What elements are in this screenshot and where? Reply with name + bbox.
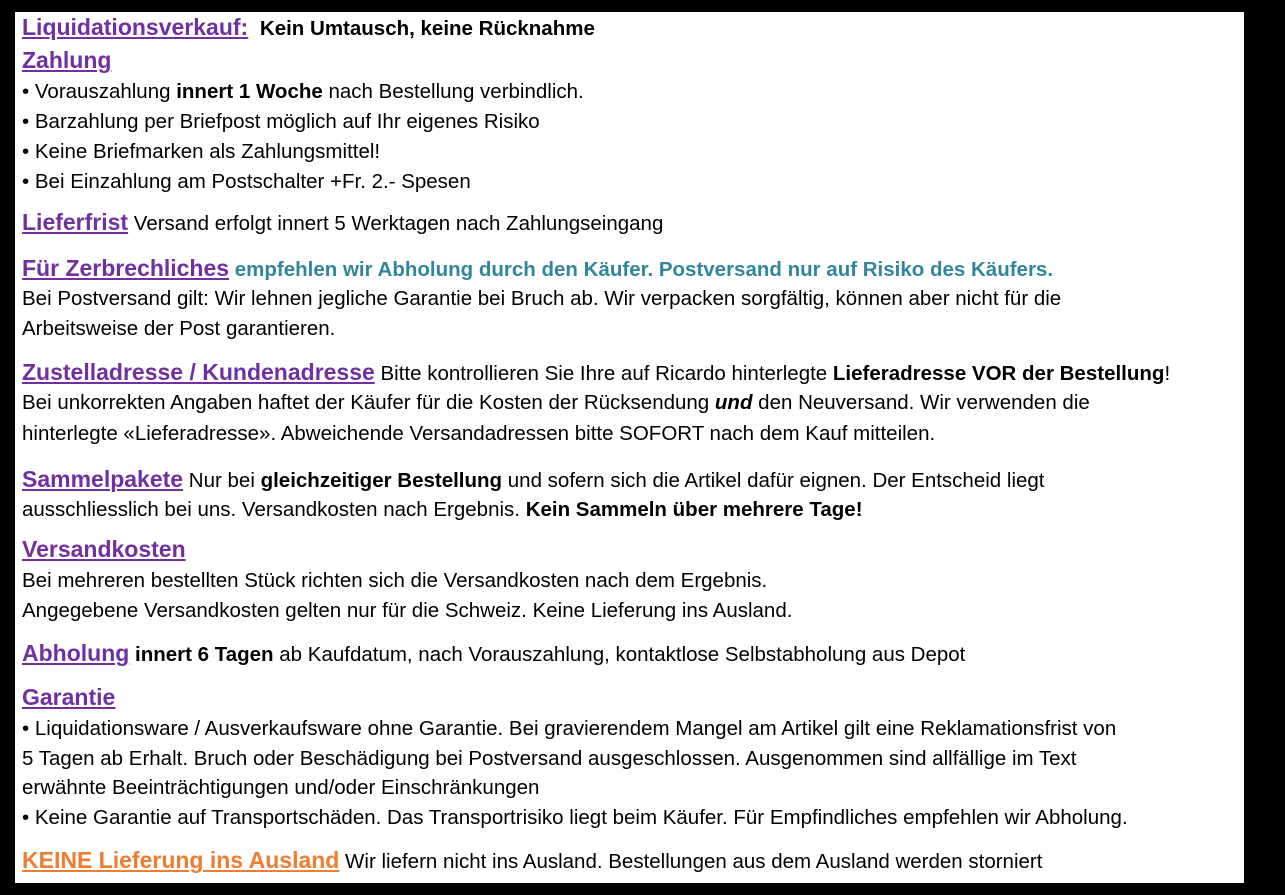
- abholung-text: ab Kaufdatum, nach Vorauszahlung, kontaktlose Selbstabholung aus Depot: [273, 643, 966, 666]
- zerbrechlich-highlight: empfehlen wir Abholung durch den Käufer. Postversand nur auf Risiko des Käufers.: [229, 258, 1054, 281]
- garantie-line-3: erwähnte Beeinträchtigungen und/oder Einschränkungen: [22, 776, 540, 799]
- bold-text: Lieferadresse VOR der Bestellung: [832, 362, 1165, 385]
- zerbrechlich-line: [22, 255, 1053, 283]
- zerbrechlich-heading: Für Zerbrechliches: [22, 255, 230, 281]
- liquidation-heading: Liquidationsverkauf:: [22, 14, 249, 40]
- versandkosten-line-1: Bei mehreren bestellten Stück richten sich die Versandkosten nach dem Ergebnis.: [22, 569, 768, 592]
- liquidation-text: Kein Umtausch, keine Rücknahme: [259, 17, 595, 40]
- zahlung-heading-line: [22, 47, 111, 75]
- sammelpakete-line-1: [22, 466, 1045, 494]
- terms-document: [15, 12, 1244, 883]
- zustelladresse-line-1: [22, 359, 1170, 387]
- text: Bei unkorrekten Angaben haftet der Käufer für die Kosten der Rücksendung: [22, 391, 715, 414]
- versandkosten-heading-line: [22, 536, 186, 564]
- zahlung-heading: Zahlung: [22, 47, 112, 73]
- text: ausschliesslich bei uns. Versandkosten nach Ergebnis.: [22, 498, 526, 521]
- text: Nur bei: [183, 469, 261, 492]
- zustelladresse-line-2: [22, 390, 1090, 416]
- zustelladresse-heading: Zustelladresse / Kundenadresse: [22, 359, 375, 385]
- garantie-heading-line: [22, 684, 115, 712]
- ausland-heading: KEINE Lieferung ins Ausland: [22, 847, 340, 873]
- zerbrechlich-line-2: Bei Postversand gilt: Wir lehnen jegliche Garantie bei Bruch ab. Wir verpacken sorgfältig, können aber nicht für die: [22, 287, 1062, 310]
- sammelpakete-heading: Sammelpakete: [22, 466, 184, 492]
- zahlung-bullet-2: • Barzahlung per Briefpost möglich auf Ihr eigenes Risiko: [22, 110, 540, 133]
- garantie-heading: Garantie: [22, 684, 116, 710]
- versandkosten-line-2: Angegebene Versandkosten gelten nur für die Schweiz. Keine Lieferung ins Ausland.: [22, 599, 793, 622]
- lieferfrist-heading: Lieferfrist: [22, 209, 129, 235]
- garantie-line-4: • Keine Garantie auf Transportschäden. Das Transportrisiko liegt beim Käufer. Für Empfindliches empfehlen wir Abholung.: [22, 806, 1128, 829]
- bold-text: innert 1 Woche: [176, 80, 323, 103]
- garantie-line-2: 5 Tagen ab Erhalt. Bruch oder Beschädigung bei Postversand ausgeschlossen. Ausgenommen sind allfällige im Text: [22, 747, 1077, 770]
- abholung-line: [22, 640, 965, 668]
- lieferfrist-line: [22, 209, 663, 237]
- bold-text: gleichzeitiger Bestellung: [260, 469, 503, 492]
- zustelladresse-line-3: hinterlegte «Lieferadresse». Abweichende Versandadressen bitte SOFORT nach dem Kauf mitteilen.: [22, 422, 936, 445]
- zerbrechlich-line-3: Arbeitsweise der Post garantieren.: [22, 317, 336, 340]
- versandkosten-heading: Versandkosten: [22, 536, 186, 562]
- abholung-bold: innert 6 Tagen: [129, 643, 274, 666]
- zahlung-bullet-1: [22, 79, 584, 105]
- abholung-heading: Abholung: [22, 640, 130, 666]
- bold-text: Kein Sammeln über mehrere Tage!: [525, 498, 863, 521]
- zahlung-bullet-3: • Keine Briefmarken als Zahlungsmittel!: [22, 140, 381, 163]
- text: Bitte kontrollieren Sie Ihre auf Ricardo hinterlegte: [374, 362, 833, 385]
- liquidation-line: [22, 14, 595, 42]
- text: • Vorauszahlung: [22, 80, 177, 103]
- text: den Neuversand. Wir verwenden die: [752, 391, 1090, 414]
- text: nach Bestellung verbindlich.: [322, 80, 584, 103]
- ausland-text: Wir liefern nicht ins Ausland. Bestellungen aus dem Ausland werden storniert: [339, 850, 1043, 873]
- ausland-line: [22, 847, 1042, 875]
- sammelpakete-line-2: [22, 497, 863, 523]
- garantie-line-1: • Liquidationsware / Ausverkaufsware ohne Garantie. Bei gravierendem Mangel am Artikel gilt eine Reklamationsfrist von: [22, 717, 1117, 740]
- text: und sofern sich die Artikel dafür eignen. Der Entscheid liegt: [502, 469, 1045, 492]
- lieferfrist-text: Versand erfolgt innert 5 Werktagen nach Zahlungseingang: [128, 212, 664, 235]
- emphasis-text: und: [714, 391, 753, 414]
- text: !: [1164, 362, 1171, 385]
- zahlung-bullet-4: • Bei Einzahlung am Postschalter +Fr. 2.- Spesen: [22, 170, 471, 193]
